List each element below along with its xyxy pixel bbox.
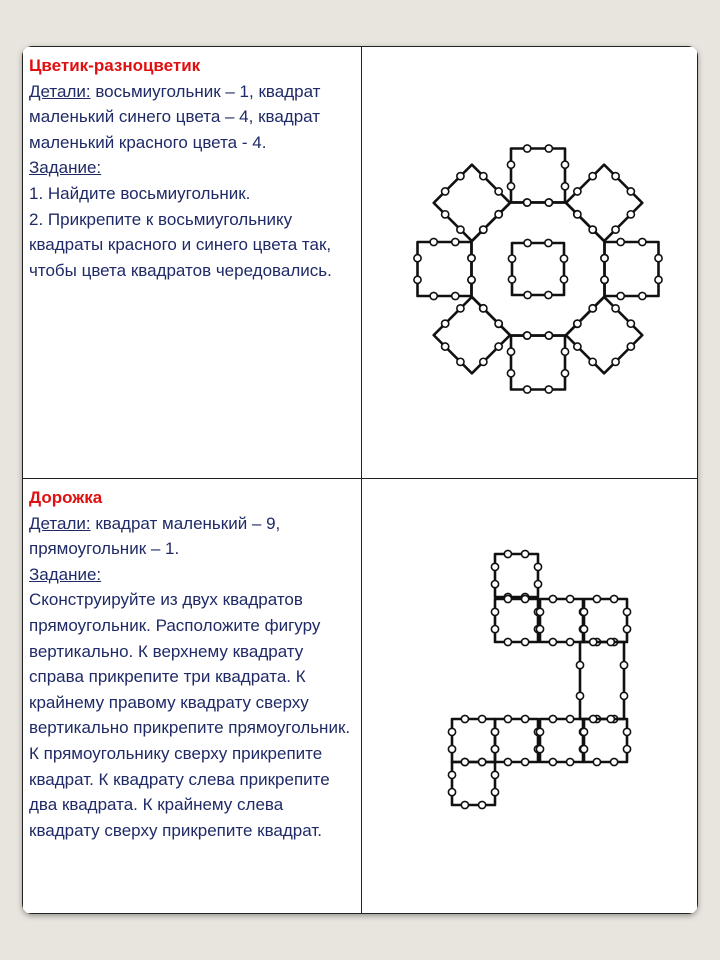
connector-tab [567, 595, 574, 602]
path-square [448, 715, 498, 765]
connector-tab [567, 758, 574, 765]
path-diagram [362, 479, 698, 914]
petal-square [507, 332, 568, 393]
flower-task-label: Задание: [29, 158, 102, 178]
connector-tab [448, 771, 455, 778]
connector-tab [545, 386, 552, 393]
connector-tab [507, 161, 514, 168]
octagon-piece [468, 199, 608, 339]
connector-tab [593, 758, 600, 765]
connector-tab [491, 789, 498, 796]
connector-tab [414, 276, 421, 283]
connector-tab [534, 563, 541, 570]
connector-tab [507, 348, 514, 355]
connector-tab [576, 692, 583, 699]
path-text-cell [23, 479, 362, 914]
connector-tab [504, 715, 511, 722]
connector-tab [601, 276, 608, 283]
path-square [536, 715, 586, 765]
connector-tab [536, 626, 543, 633]
flower-details-label: Детали: [29, 81, 91, 101]
connector-tab [561, 348, 568, 355]
connector-tab [491, 771, 498, 778]
flower-details [29, 79, 355, 156]
connector-tab [617, 238, 624, 245]
connector-tab [639, 292, 646, 299]
connector-tab [536, 728, 543, 735]
connector-tab [580, 746, 587, 753]
connector-tab [580, 728, 587, 735]
connector-tab [655, 276, 662, 283]
connector-tab [507, 183, 514, 190]
flower-diagram [362, 47, 698, 479]
connector-tab [504, 638, 511, 645]
connector-tab [545, 332, 552, 339]
connector-tab [448, 789, 455, 796]
connector-tab [479, 715, 486, 722]
row-path [23, 479, 698, 914]
connector-tab [491, 581, 498, 588]
path-square [580, 595, 630, 645]
connector-tab [623, 728, 630, 735]
connector-tab [491, 563, 498, 570]
connector-tab [549, 638, 556, 645]
flower-text-cell [23, 47, 362, 479]
connector-tab [611, 595, 618, 602]
connector-tab [452, 238, 459, 245]
connector-tab [414, 255, 421, 262]
connector-tab [561, 161, 568, 168]
petal-square [414, 238, 475, 299]
connector-tab [561, 370, 568, 377]
connector-tab [620, 692, 627, 699]
connector-tab [524, 386, 531, 393]
flower-step-2: 2. Прикрепите к восьмиугольнику квадраты красного и синего цвета так, чтобы цвета квадратов чередовались. [29, 209, 332, 280]
connector-tab [522, 595, 529, 602]
flower-picture-cell [362, 47, 698, 479]
path-rectangle [576, 638, 627, 722]
connector-tab [590, 638, 597, 645]
connector-tab [461, 758, 468, 765]
petal-square [507, 145, 568, 206]
octagon-inner-square [508, 239, 567, 298]
petal-square [429, 292, 516, 379]
connector-tab [468, 276, 475, 283]
connector-tab [448, 746, 455, 753]
connector-tab [580, 608, 587, 615]
row-flower [23, 47, 698, 479]
path-details-label: Детали: [29, 513, 91, 533]
connector-tab [561, 183, 568, 190]
connector-tab [508, 255, 515, 262]
connector-tab [655, 255, 662, 262]
connector-tab [545, 199, 552, 206]
lesson-card [22, 46, 698, 914]
path-square [580, 715, 630, 765]
connector-tab [611, 758, 618, 765]
path-task-label: Задание: [29, 564, 102, 584]
connector-tab [508, 276, 515, 283]
connector-tab [620, 662, 627, 669]
connector-tab [623, 626, 630, 633]
connector-tab [536, 746, 543, 753]
connector-tab [545, 291, 552, 298]
path-square [491, 595, 541, 645]
flower-details-text: восьмиугольник – 1, квадрат маленький синего цвета – 4, квадрат маленький красного цвета - 4. [29, 81, 321, 152]
connector-tab [545, 239, 552, 246]
path-square [491, 550, 541, 600]
connector-tab [590, 715, 597, 722]
connector-tab [560, 255, 567, 262]
connector-tab [522, 550, 529, 557]
connector-tab [534, 581, 541, 588]
connector-tab [549, 758, 556, 765]
petal-square [429, 160, 516, 247]
connector-tab [607, 638, 614, 645]
connector-tab [593, 595, 600, 602]
connector-tab [461, 715, 468, 722]
connector-tab [430, 238, 437, 245]
flower-title: Цветик-разноцветик [29, 56, 201, 75]
connector-tab [524, 332, 531, 339]
petal-square [561, 160, 648, 247]
connector-tab [623, 608, 630, 615]
connector-tab [491, 728, 498, 735]
connector-tab [549, 715, 556, 722]
connector-tab [507, 370, 514, 377]
connector-tab [504, 758, 511, 765]
petal-square [601, 238, 662, 299]
connector-tab [491, 746, 498, 753]
connector-tab [567, 638, 574, 645]
connector-tab [623, 746, 630, 753]
path-title: Дорожка [29, 488, 103, 507]
connector-tab [522, 715, 529, 722]
connector-tab [430, 292, 437, 299]
connector-tab [448, 728, 455, 735]
connector-tab [524, 199, 531, 206]
connector-tab [524, 239, 531, 246]
lesson-table [22, 46, 698, 914]
connector-tab [522, 758, 529, 765]
connector-tab [560, 276, 567, 283]
flower-step-1: 1. Найдите восьмиугольник. [29, 183, 251, 203]
connector-tab [607, 715, 614, 722]
connector-tab [549, 595, 556, 602]
connector-tab [479, 801, 486, 808]
connector-tab [468, 255, 475, 262]
connector-tab [545, 145, 552, 152]
path-step-1: Сконструируйте из двух квадратов прямоугольник. Расположите фигуру вертикально. К верхнему квадрату справа прикрепите три квадрата. К крайнему правому квадрату сверху вертикально прикрепите прямоугольник. К прямоугольнику сверху прикрепите квадрат. К квадрату слева прикрепите два квадрата. К крайнему слева квадрату сверху прикрепите квадрат. [29, 590, 351, 840]
connector-tab [491, 608, 498, 615]
path-picture-cell [362, 479, 698, 914]
connector-tab [504, 550, 511, 557]
connector-tab [479, 758, 486, 765]
connector-tab [491, 626, 498, 633]
connector-tab [567, 715, 574, 722]
petal-square [561, 292, 648, 379]
connector-tab [524, 145, 531, 152]
path-details-text: квадрат маленький – 9, прямоугольник – 1. [29, 513, 281, 559]
connector-tab [452, 292, 459, 299]
connector-tab [461, 801, 468, 808]
connector-tab [617, 292, 624, 299]
path-square [448, 758, 498, 808]
connector-tab [580, 626, 587, 633]
connector-tab [504, 595, 511, 602]
connector-tab [601, 255, 608, 262]
path-details [29, 511, 355, 562]
connector-tab [639, 238, 646, 245]
path-square [491, 715, 541, 765]
connector-tab [576, 662, 583, 669]
path-square [536, 595, 586, 645]
connector-tab [522, 638, 529, 645]
connector-tab [524, 291, 531, 298]
connector-tab [536, 608, 543, 615]
